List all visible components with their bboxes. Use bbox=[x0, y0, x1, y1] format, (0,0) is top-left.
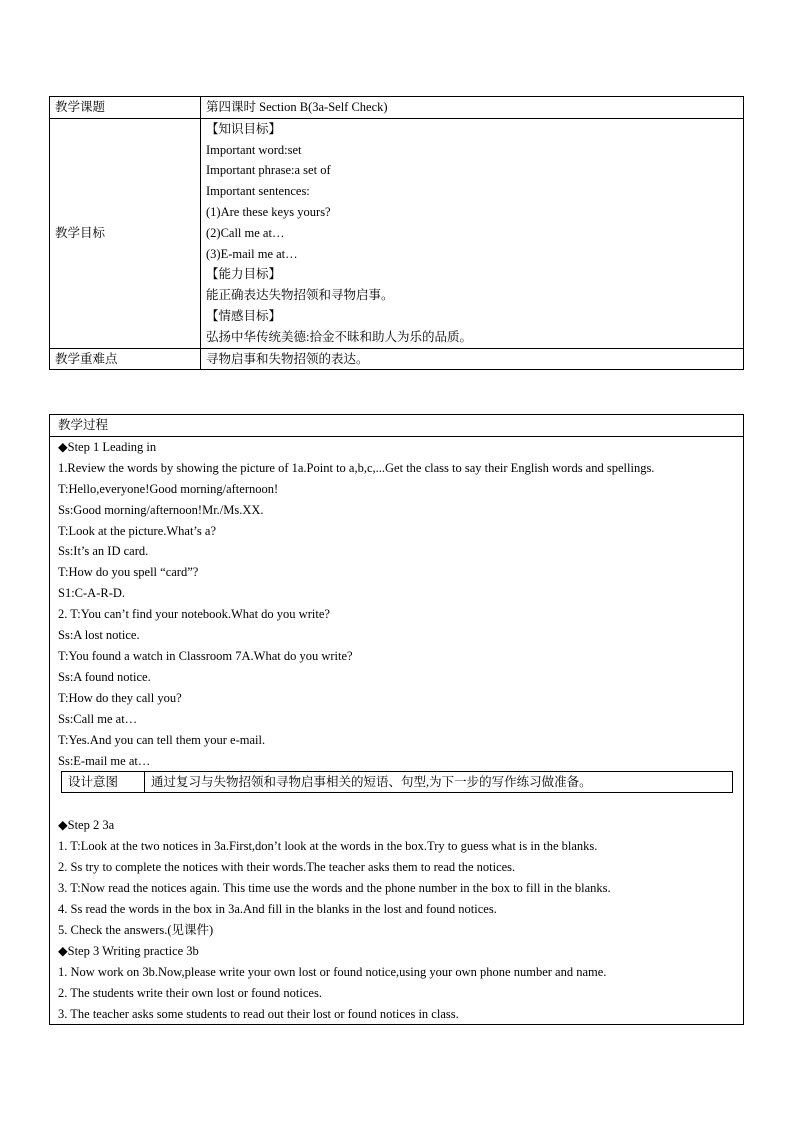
objective-line: (1)Are these keys yours? bbox=[206, 204, 331, 219]
objective-line: (3)E-mail me at… bbox=[206, 246, 298, 261]
step-line: T:You found a watch in Classroom 7A.What do you write? bbox=[58, 648, 353, 663]
step-line: 3. T:Now read the notices again. This time use the words and the phone number in the box to fill in the blanks. bbox=[58, 881, 611, 896]
step-line: 1. T:Look at the two notices in 3a.First,don’t look at the words in the box.Try to guess what is in the blanks. bbox=[58, 839, 598, 854]
step-line: 1. Now work on 3b.Now,please write your own lost or found notice,using your own phone number and name. bbox=[58, 964, 607, 979]
key-points-label: 教学重难点 bbox=[50, 348, 201, 370]
objective-line: 【知识目标】 bbox=[206, 121, 282, 136]
step-line: T:How do you spell “card”? bbox=[58, 565, 199, 580]
process-header-row bbox=[50, 415, 744, 437]
design-intent-text: 通过复习与失物招领和寻物启事相关的短语、句型,为下一步的写作练习做准备。 bbox=[145, 772, 733, 793]
design-intent-table bbox=[61, 771, 733, 793]
step-heading: ◆Step 3 Writing practice 3b bbox=[58, 943, 199, 958]
key-points-content bbox=[201, 348, 744, 370]
objective-line: Important phrase:a set of bbox=[206, 163, 331, 178]
objective-line: Important sentences: bbox=[206, 184, 310, 199]
objective-line: 能正确表达失物招领和寻物启事。 bbox=[206, 288, 394, 303]
objectives-content bbox=[201, 118, 744, 348]
objective-line: (2)Call me at… bbox=[206, 225, 285, 240]
design-intent-row bbox=[62, 772, 733, 793]
step-line: 2. T:You can’t find your notebook.What do you write? bbox=[58, 607, 330, 622]
step-line: T:Yes.And you can tell them your e-mail. bbox=[58, 732, 266, 747]
objective-line: 【能力目标】 bbox=[206, 267, 282, 282]
step-heading: ◆Step 1 Leading in bbox=[58, 439, 157, 454]
step-heading: ◆Step 2 3a bbox=[58, 818, 115, 833]
step-line: 3. The teacher asks some students to read out their lost or found notices in class. bbox=[58, 1006, 459, 1021]
objective-line: 【情感目标】 bbox=[206, 308, 282, 323]
process-body-row bbox=[50, 436, 744, 1025]
process-header: 教学过程 bbox=[50, 415, 744, 437]
step-line: 4. Ss read the words in the box in 3a.And fill in the blanks in the lost and found notices. bbox=[58, 902, 497, 917]
lesson-info-table bbox=[49, 96, 744, 370]
step-line: Ss:A lost notice. bbox=[58, 628, 140, 643]
step-line: Ss:Call me at… bbox=[58, 711, 138, 726]
spacer bbox=[58, 794, 735, 815]
step-line: 2. The students write their own lost or found notices. bbox=[58, 985, 322, 1000]
step-line: Ss:Good morning/afternoon!Mr./Ms.XX. bbox=[58, 502, 264, 517]
key-points-row bbox=[50, 348, 744, 370]
step-line: T:Hello,everyone!Good morning/afternoon! bbox=[58, 481, 279, 496]
step-line: 5. Check the answers.(见课件) bbox=[58, 922, 214, 937]
objectives-label: 教学目标 bbox=[50, 118, 201, 348]
topic-label: 教学课题 bbox=[50, 97, 201, 119]
step-line: 1.Review the words by showing the picture of 1a.Point to a,b,c,...Get the class to say their English words and spellings. bbox=[58, 460, 655, 475]
process-body bbox=[50, 436, 744, 1025]
objective-line: 弘扬中华传统美德:拾金不昧和助人为乐的品质。 bbox=[206, 329, 472, 344]
design-intent-label: 设计意图 bbox=[62, 772, 145, 793]
process-table bbox=[49, 414, 744, 1025]
topic-text: 第四课时 Section B(3a-Self Check) bbox=[206, 100, 388, 114]
step-line: 2. Ss try to complete the notices with their words.The teacher asks them to read the notices. bbox=[58, 860, 516, 875]
step-line: S1:C-A-R-D. bbox=[58, 586, 126, 601]
step-line: T:How do they call you? bbox=[58, 690, 182, 705]
step-line: Ss:E-mail me at… bbox=[58, 753, 151, 768]
objective-line: Important word:set bbox=[206, 142, 302, 157]
objectives-row bbox=[50, 118, 744, 348]
step-line: Ss:A found notice. bbox=[58, 669, 151, 684]
step-line: Ss:It’s an ID card. bbox=[58, 544, 149, 559]
key-points-text: 寻物启事和失物招领的表达。 bbox=[206, 351, 369, 366]
step-line: T:Look at the picture.What’s a? bbox=[58, 523, 216, 538]
topic-row bbox=[50, 97, 744, 119]
topic-content bbox=[201, 97, 744, 119]
